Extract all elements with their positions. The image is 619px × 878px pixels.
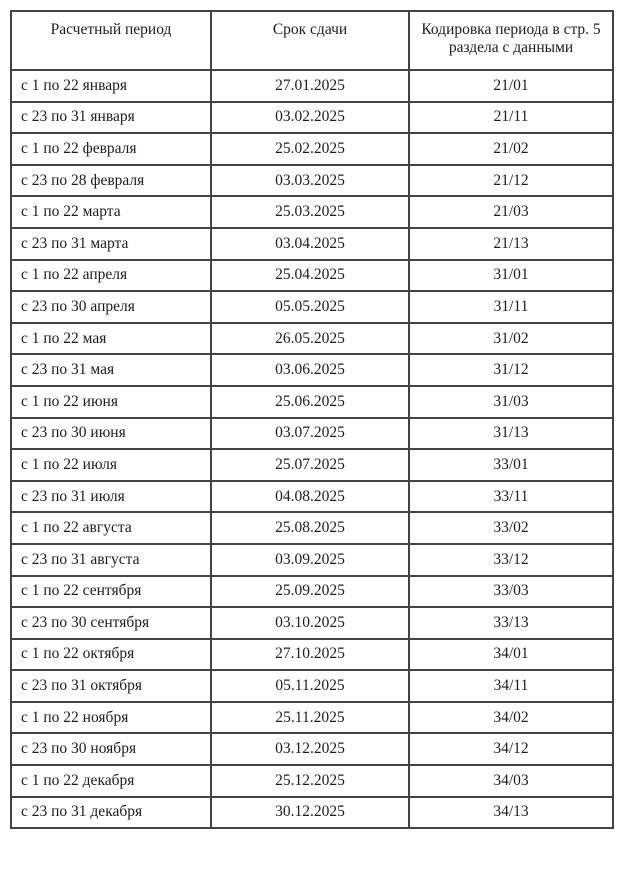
- table-row: [11, 797, 613, 829]
- table-row: [11, 702, 613, 734]
- period-code-cell: 34/13: [409, 797, 613, 829]
- period-code-cell: 21/03: [409, 196, 613, 228]
- period-code-cell: 34/12: [409, 733, 613, 765]
- table-row: [11, 102, 613, 134]
- period-code-cell: 33/11: [409, 481, 613, 513]
- table-row: [11, 228, 613, 260]
- period-code-cell: 33/02: [409, 512, 613, 544]
- deadline-cell: 30.12.2025: [211, 797, 409, 829]
- deadline-cell: 03.04.2025: [211, 228, 409, 260]
- deadline-cell: 03.09.2025: [211, 544, 409, 576]
- period-cell: с 23 по 30 сентября: [11, 607, 211, 639]
- table-row: [11, 481, 613, 513]
- period-code-cell: 31/03: [409, 386, 613, 418]
- period-cell: с 23 по 31 августа: [11, 544, 211, 576]
- table-row: [11, 386, 613, 418]
- deadline-cell: 25.04.2025: [211, 260, 409, 292]
- deadline-cell: 25.07.2025: [211, 449, 409, 481]
- table-row: [11, 70, 613, 102]
- table-row: [11, 576, 613, 608]
- header-deadline: Срок сдачи: [211, 11, 409, 70]
- period-code-cell: 34/01: [409, 639, 613, 671]
- deadline-cell: 03.02.2025: [211, 102, 409, 134]
- period-cell: с 23 по 31 октября: [11, 670, 211, 702]
- table-header-row: [11, 11, 613, 70]
- deadline-cell: 27.01.2025: [211, 70, 409, 102]
- table-row: [11, 607, 613, 639]
- table-row: [11, 196, 613, 228]
- period-cell: с 1 по 22 февраля: [11, 133, 211, 165]
- period-cell: с 1 по 22 декабря: [11, 765, 211, 797]
- period-code-cell: 33/03: [409, 576, 613, 608]
- period-cell: с 23 по 30 ноября: [11, 733, 211, 765]
- period-code-cell: 31/02: [409, 323, 613, 355]
- table-row: [11, 765, 613, 797]
- period-cell: с 23 по 28 февраля: [11, 165, 211, 197]
- period-code-cell: 21/13: [409, 228, 613, 260]
- period-code-cell: 31/13: [409, 418, 613, 450]
- period-code-cell: 31/01: [409, 260, 613, 292]
- deadline-cell: 03.07.2025: [211, 418, 409, 450]
- deadline-cell: 26.05.2025: [211, 323, 409, 355]
- period-cell: с 1 по 22 июля: [11, 449, 211, 481]
- table-row: [11, 449, 613, 481]
- period-cell: с 23 по 31 июля: [11, 481, 211, 513]
- table-row: [11, 670, 613, 702]
- deadline-cell: 25.12.2025: [211, 765, 409, 797]
- table-row: [11, 418, 613, 450]
- table-row: [11, 733, 613, 765]
- table-row: [11, 260, 613, 292]
- deadline-cell: 25.11.2025: [211, 702, 409, 734]
- period-code-cell: 33/01: [409, 449, 613, 481]
- table-row: [11, 323, 613, 355]
- period-code-cell: 34/11: [409, 670, 613, 702]
- deadline-cell: 03.06.2025: [211, 354, 409, 386]
- table-row: [11, 133, 613, 165]
- period-code-cell: 21/11: [409, 102, 613, 134]
- deadline-cell: 03.12.2025: [211, 733, 409, 765]
- period-cell: с 23 по 31 мая: [11, 354, 211, 386]
- period-cell: с 23 по 30 апреля: [11, 291, 211, 323]
- deadline-cell: 05.05.2025: [211, 291, 409, 323]
- period-code-cell: 33/12: [409, 544, 613, 576]
- deadline-cell: 25.08.2025: [211, 512, 409, 544]
- deadline-cell: 03.10.2025: [211, 607, 409, 639]
- period-cell: с 23 по 31 января: [11, 102, 211, 134]
- period-code-cell: 34/03: [409, 765, 613, 797]
- period-cell: с 23 по 31 марта: [11, 228, 211, 260]
- deadline-cell: 05.11.2025: [211, 670, 409, 702]
- table-row: [11, 639, 613, 671]
- period-cell: с 23 по 31 декабря: [11, 797, 211, 829]
- period-code-cell: 31/11: [409, 291, 613, 323]
- deadline-cell: 25.09.2025: [211, 576, 409, 608]
- period-code-cell: 21/02: [409, 133, 613, 165]
- period-cell: с 1 по 22 мая: [11, 323, 211, 355]
- period-cell: с 1 по 22 января: [11, 70, 211, 102]
- deadline-cell: 27.10.2025: [211, 639, 409, 671]
- period-cell: с 1 по 22 августа: [11, 512, 211, 544]
- period-cell: с 1 по 22 апреля: [11, 260, 211, 292]
- period-code-cell: 21/01: [409, 70, 613, 102]
- period-cell: с 1 по 22 октября: [11, 639, 211, 671]
- reporting-periods-table: [10, 10, 614, 829]
- deadline-cell: 25.02.2025: [211, 133, 409, 165]
- period-cell: с 1 по 22 ноября: [11, 702, 211, 734]
- deadline-cell: 25.06.2025: [211, 386, 409, 418]
- period-code-cell: 34/02: [409, 702, 613, 734]
- header-calculation-period: Расчетный период: [11, 11, 211, 70]
- table-row: [11, 354, 613, 386]
- deadline-cell: 04.08.2025: [211, 481, 409, 513]
- deadline-cell: 25.03.2025: [211, 196, 409, 228]
- table-row: [11, 165, 613, 197]
- period-cell: с 1 по 22 марта: [11, 196, 211, 228]
- header-period-code: Кодировка периода в стр. 5 раздела с данными: [409, 11, 613, 70]
- deadline-cell: 03.03.2025: [211, 165, 409, 197]
- period-cell: с 23 по 30 июня: [11, 418, 211, 450]
- period-code-cell: 31/12: [409, 354, 613, 386]
- period-code-cell: 33/13: [409, 607, 613, 639]
- table-row: [11, 291, 613, 323]
- table-row: [11, 512, 613, 544]
- table-row: [11, 544, 613, 576]
- period-cell: с 1 по 22 сентября: [11, 576, 211, 608]
- period-code-cell: 21/12: [409, 165, 613, 197]
- period-cell: с 1 по 22 июня: [11, 386, 211, 418]
